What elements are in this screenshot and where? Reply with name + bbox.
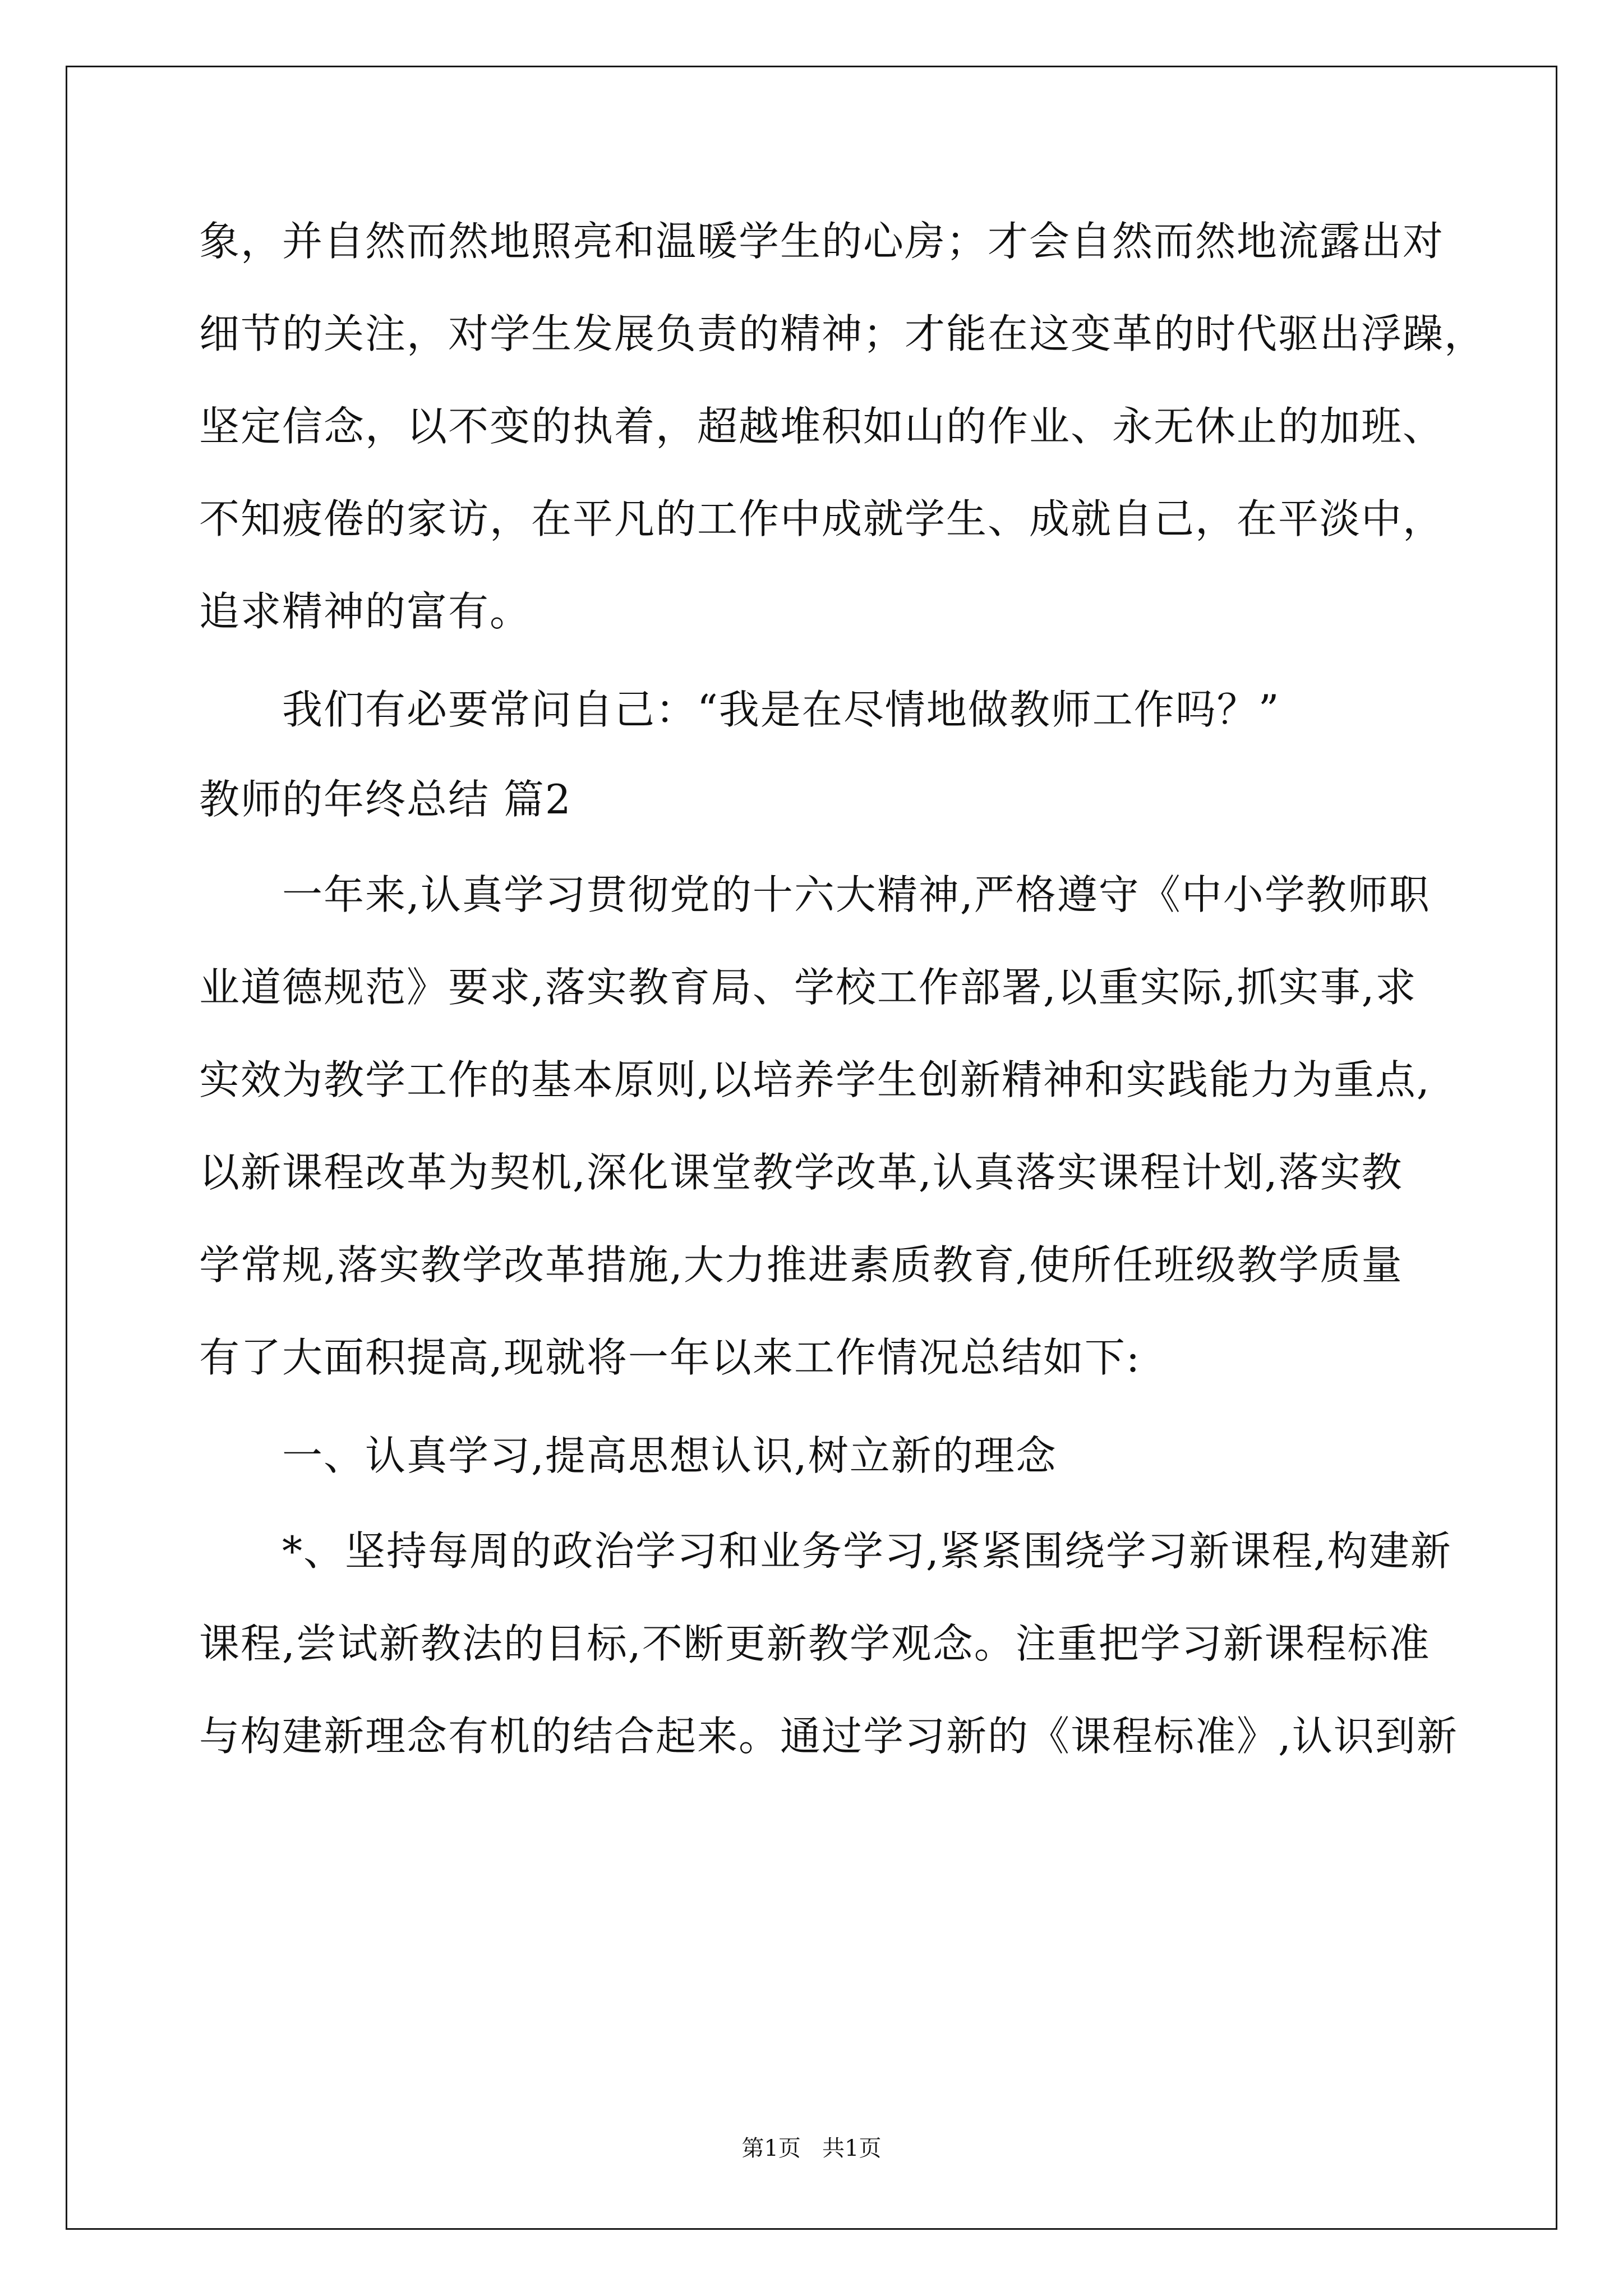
text-line: 追求精神的富有。 [199, 588, 532, 635]
text-line-indented: 一年来,认真学习贯彻党的十六大精神,严格遵守《中小学教师职 [282, 871, 1431, 918]
text-line: 课程,尝试新教法的目标,不断更新教学观念。注重把学习新课程标准 [199, 1620, 1431, 1667]
text-line: 坚定信念，以不变的执着，超越堆积如山的作业、永无休止的加班、 [199, 403, 1445, 450]
text-line-indented: 我们有必要常问自己：“我是在尽情地做教师工作吗？” [282, 686, 1280, 733]
section-heading: 教师的年终总结 篇2 [199, 776, 572, 823]
text-line: 有了大面积提高,现就将一年以来工作情况总结如下: [199, 1334, 1141, 1381]
text-line: 象，并自然而然地照亮和温暖学生的心房；才会自然而然地流露出对 [199, 218, 1445, 265]
text-line: 业道德规范》要求,落实教育局、学校工作部署,以重实际,抓实事,求 [199, 964, 1417, 1011]
text-line: 以新课程改革为契机,深化课堂教学改革,认真落实课程计划,落实教 [199, 1149, 1403, 1196]
text-line: 细节的关注，对学生发展负责的精神；才能在这变革的时代驱出浮躁， [199, 310, 1486, 357]
subheading-line: 一、认真学习,提高思想认识,树立新的理念 [282, 1432, 1057, 1479]
text-line: 学常规,落实教学改革措施,大力推进素质教育,使所任班级教学质量 [199, 1241, 1403, 1289]
text-line: 不知疲倦的家访，在平凡的工作中成就学生、成就自己，在平淡中， [199, 495, 1445, 542]
text-line-indented: *、坚持每周的政治学习和业务学习,紧紧围绕学习新课程,构建新 [282, 1527, 1452, 1575]
text-line: 实效为教学工作的基本原则,以培养学生创新精神和实践能力为重点, [199, 1056, 1431, 1103]
text-line: 与构建新理念有机的结合起来。通过学习新的《课程标准》,认识到新 [199, 1713, 1458, 1760]
page-footer: 第1页 共1页 [741, 2136, 882, 2161]
